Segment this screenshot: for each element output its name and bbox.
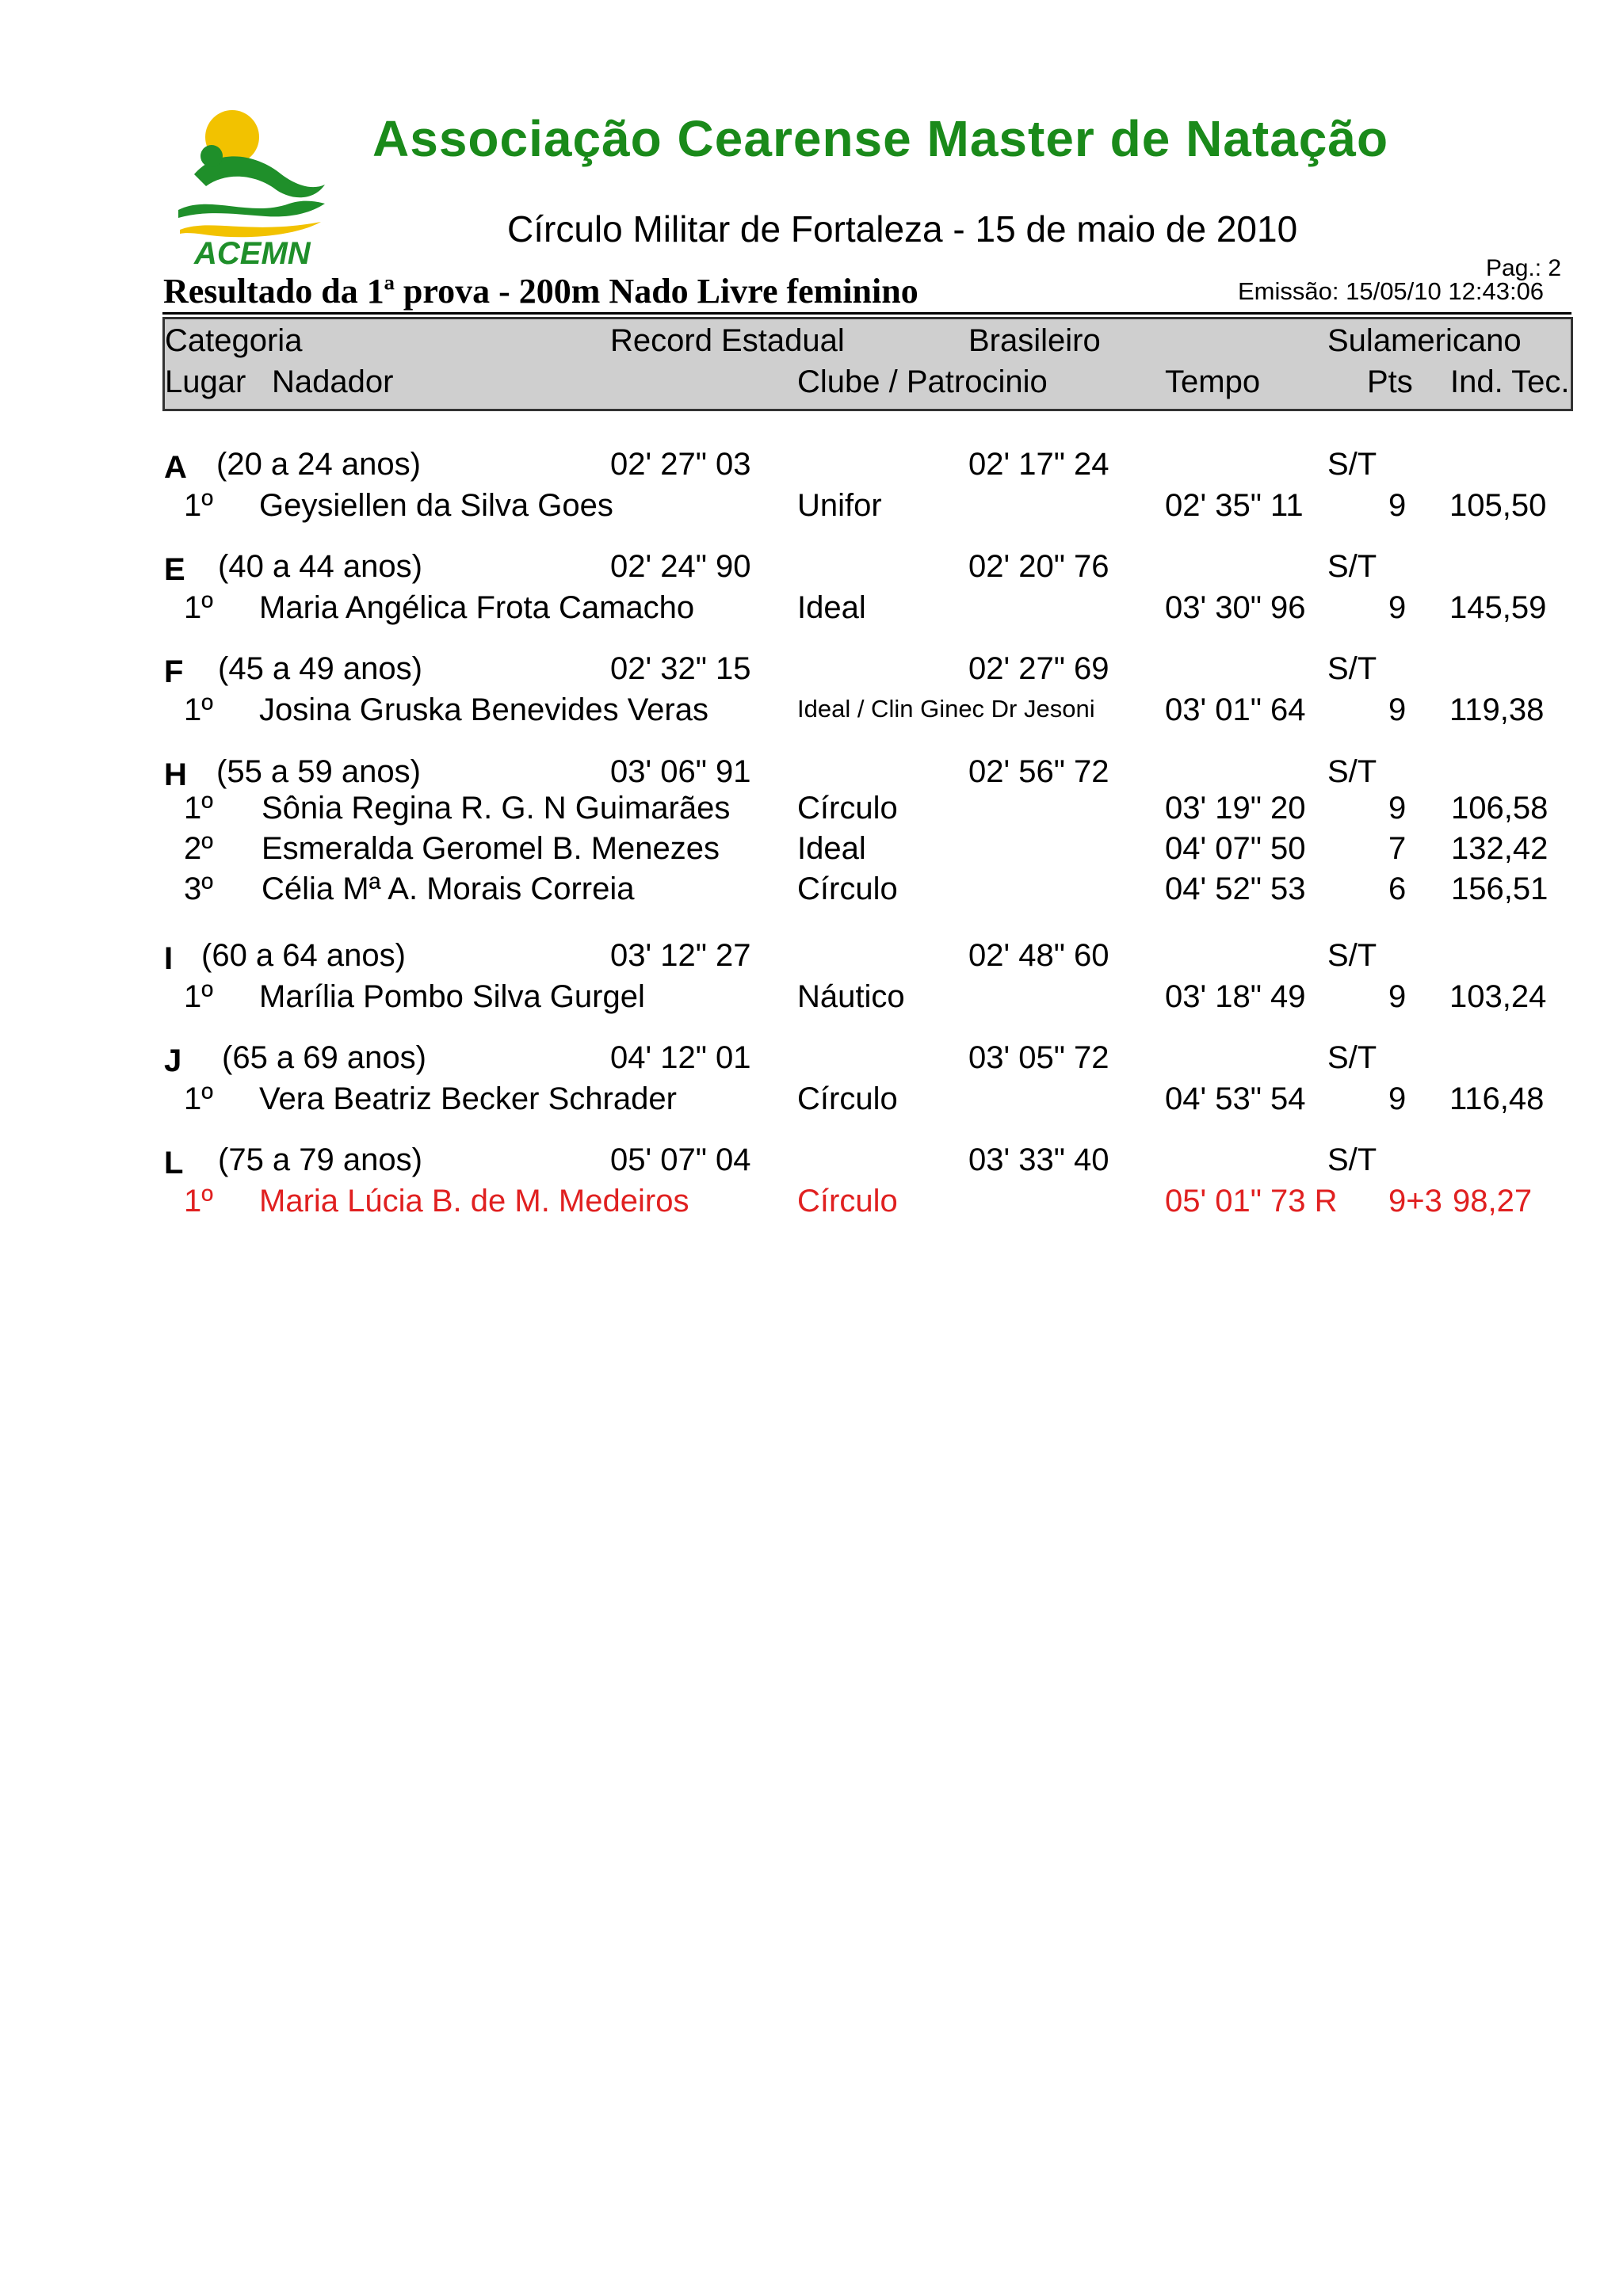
result-swimmer: Sônia Regina R. G. N Guimarães	[262, 791, 731, 826]
result-time: 04' 53" 54	[1165, 1081, 1306, 1116]
page-number: Pag.: 2	[1486, 255, 1562, 281]
result-swimmer: Marília Pombo Silva Gurgel	[259, 979, 645, 1014]
organization-title: Associação Cearense Master de Natação	[372, 110, 1389, 167]
result-club: Círculo	[797, 791, 898, 826]
result-points: 9	[1388, 590, 1407, 625]
result-club: Náutico	[797, 979, 905, 1014]
result-swimmer: Josina Gruska Benevides Veras	[259, 692, 708, 727]
result-place: 3º	[184, 871, 213, 906]
category-age-range: (20 a 24 anos)	[216, 447, 421, 482]
result-time: 03' 18" 49	[1165, 979, 1306, 1014]
result-place: 1º	[184, 692, 213, 727]
record-sulamericano: S/T	[1327, 549, 1377, 584]
col-record-estadual: Record Estadual	[610, 323, 845, 358]
record-sulamericano: S/T	[1327, 1040, 1377, 1075]
record-sulamericano: S/T	[1327, 1142, 1377, 1177]
record-estadual: 04' 12" 01	[610, 1040, 751, 1075]
result-points: 9	[1388, 791, 1407, 826]
result-points: 9	[1388, 692, 1407, 727]
record-estadual: 03' 12" 27	[610, 938, 751, 973]
col-nadador: Nadador	[272, 364, 394, 399]
result-points: 9	[1388, 488, 1407, 523]
category-letter: A	[164, 450, 187, 485]
result-tech-index: 98,27	[1453, 1184, 1533, 1219]
result-club: Ideal / Clin Ginec Dr Jesoni	[797, 695, 1095, 723]
record-brasileiro: 02' 17" 24	[968, 447, 1109, 482]
result-place: 2º	[184, 831, 213, 866]
result-swimmer: Geysiellen da Silva Goes	[259, 488, 613, 523]
result-tech-index: 145,59	[1449, 590, 1547, 625]
col-categoria: Categoria	[165, 323, 303, 358]
result-club: Ideal	[797, 831, 866, 866]
record-sulamericano: S/T	[1327, 754, 1377, 789]
result-tech-index: 106,58	[1451, 791, 1549, 826]
result-place: 1º	[184, 791, 213, 826]
col-pts: Pts	[1367, 364, 1413, 399]
col-clube: Clube / Patrocinio	[797, 364, 1048, 399]
col-sulamericano: Sulamericano	[1327, 323, 1522, 358]
acemn-logo	[162, 99, 333, 269]
result-club: Círculo	[797, 871, 898, 906]
result-points: 9	[1388, 979, 1407, 1014]
event-title: Resultado da 1ª prova - 200m Nado Livre feminino	[163, 272, 918, 311]
result-tech-index: 156,51	[1451, 871, 1549, 906]
result-club: Ideal	[797, 590, 866, 625]
result-club: Círculo	[797, 1081, 898, 1116]
col-ind-tec: Ind. Tec.	[1450, 364, 1570, 399]
record-estadual: 05' 07" 04	[610, 1142, 751, 1177]
category-age-range: (55 a 59 anos)	[216, 754, 421, 789]
result-tech-index: 132,42	[1451, 831, 1549, 866]
result-points: 9+3	[1388, 1184, 1442, 1219]
result-place: 1º	[184, 1184, 213, 1219]
record-brasileiro: 02' 56" 72	[968, 754, 1109, 789]
category-age-range: (40 a 44 anos)	[218, 549, 422, 584]
result-time: 04' 52" 53	[1165, 871, 1306, 906]
record-brasileiro: 03' 05" 72	[968, 1040, 1109, 1075]
record-brasileiro: 02' 48" 60	[968, 938, 1109, 973]
col-lugar: Lugar	[165, 364, 246, 399]
record-estadual: 02' 27" 03	[610, 447, 751, 482]
result-swimmer: Vera Beatriz Becker Schrader	[259, 1081, 677, 1116]
result-time: 03' 30" 96	[1165, 590, 1306, 625]
result-points: 9	[1388, 1081, 1407, 1116]
category-letter: J	[164, 1043, 182, 1078]
result-time: 03' 01" 64	[1165, 692, 1306, 727]
result-swimmer: Maria Lúcia B. de M. Medeiros	[259, 1184, 689, 1219]
result-place: 1º	[184, 590, 213, 625]
result-place: 1º	[184, 488, 213, 523]
result-tech-index: 116,48	[1449, 1081, 1545, 1116]
result-points: 6	[1388, 871, 1407, 906]
col-brasileiro: Brasileiro	[968, 323, 1101, 358]
category-letter: I	[164, 941, 174, 976]
result-place: 1º	[184, 979, 213, 1014]
result-club: Círculo	[797, 1184, 898, 1219]
record-brasileiro: 02' 20" 76	[968, 549, 1109, 584]
result-tech-index: 103,24	[1449, 979, 1547, 1014]
logo-text: ACEMN	[194, 236, 311, 269]
record-sulamericano: S/T	[1327, 938, 1377, 973]
category-age-range: (60 a 64 anos)	[201, 938, 406, 973]
col-tempo: Tempo	[1165, 364, 1261, 399]
result-time: 03' 19" 20	[1165, 791, 1306, 826]
result-time: 04' 07" 50	[1165, 831, 1306, 866]
record-estadual: 02' 24" 90	[610, 549, 751, 584]
result-tech-index: 105,50	[1449, 488, 1547, 523]
record-brasileiro: 03' 33" 40	[968, 1142, 1109, 1177]
venue-date: Círculo Militar de Fortaleza - 15 de maio de 2010	[507, 208, 1298, 250]
result-time: 02' 35" 11	[1165, 488, 1304, 523]
category-letter: H	[164, 757, 187, 792]
category-letter: F	[164, 654, 184, 689]
category-letter: E	[164, 552, 185, 587]
result-place: 1º	[184, 1081, 213, 1116]
result-swimmer: Maria Angélica Frota Camacho	[259, 590, 695, 625]
record-estadual: 02' 32" 15	[610, 651, 751, 686]
category-age-range: (75 a 79 anos)	[218, 1142, 422, 1177]
category-age-range: (45 a 49 anos)	[218, 651, 422, 686]
record-sulamericano: S/T	[1327, 651, 1377, 686]
result-swimmer: Célia Mª A. Morais Correia	[262, 871, 635, 906]
record-sulamericano: S/T	[1327, 447, 1377, 482]
record-brasileiro: 02' 27" 69	[968, 651, 1109, 686]
result-time: 05' 01" 73 R	[1165, 1184, 1338, 1219]
category-age-range: (65 a 69 anos)	[222, 1040, 426, 1075]
result-points: 7	[1388, 831, 1407, 866]
result-tech-index: 119,38	[1449, 692, 1545, 727]
category-letter: L	[164, 1146, 184, 1180]
emission-timestamp: Emissão: 15/05/10 12:43:06	[1238, 277, 1545, 305]
title-divider	[162, 312, 1571, 315]
result-club: Unifor	[797, 488, 882, 523]
result-swimmer: Esmeralda Geromel B. Menezes	[262, 831, 720, 866]
record-estadual: 03' 06" 91	[610, 754, 751, 789]
